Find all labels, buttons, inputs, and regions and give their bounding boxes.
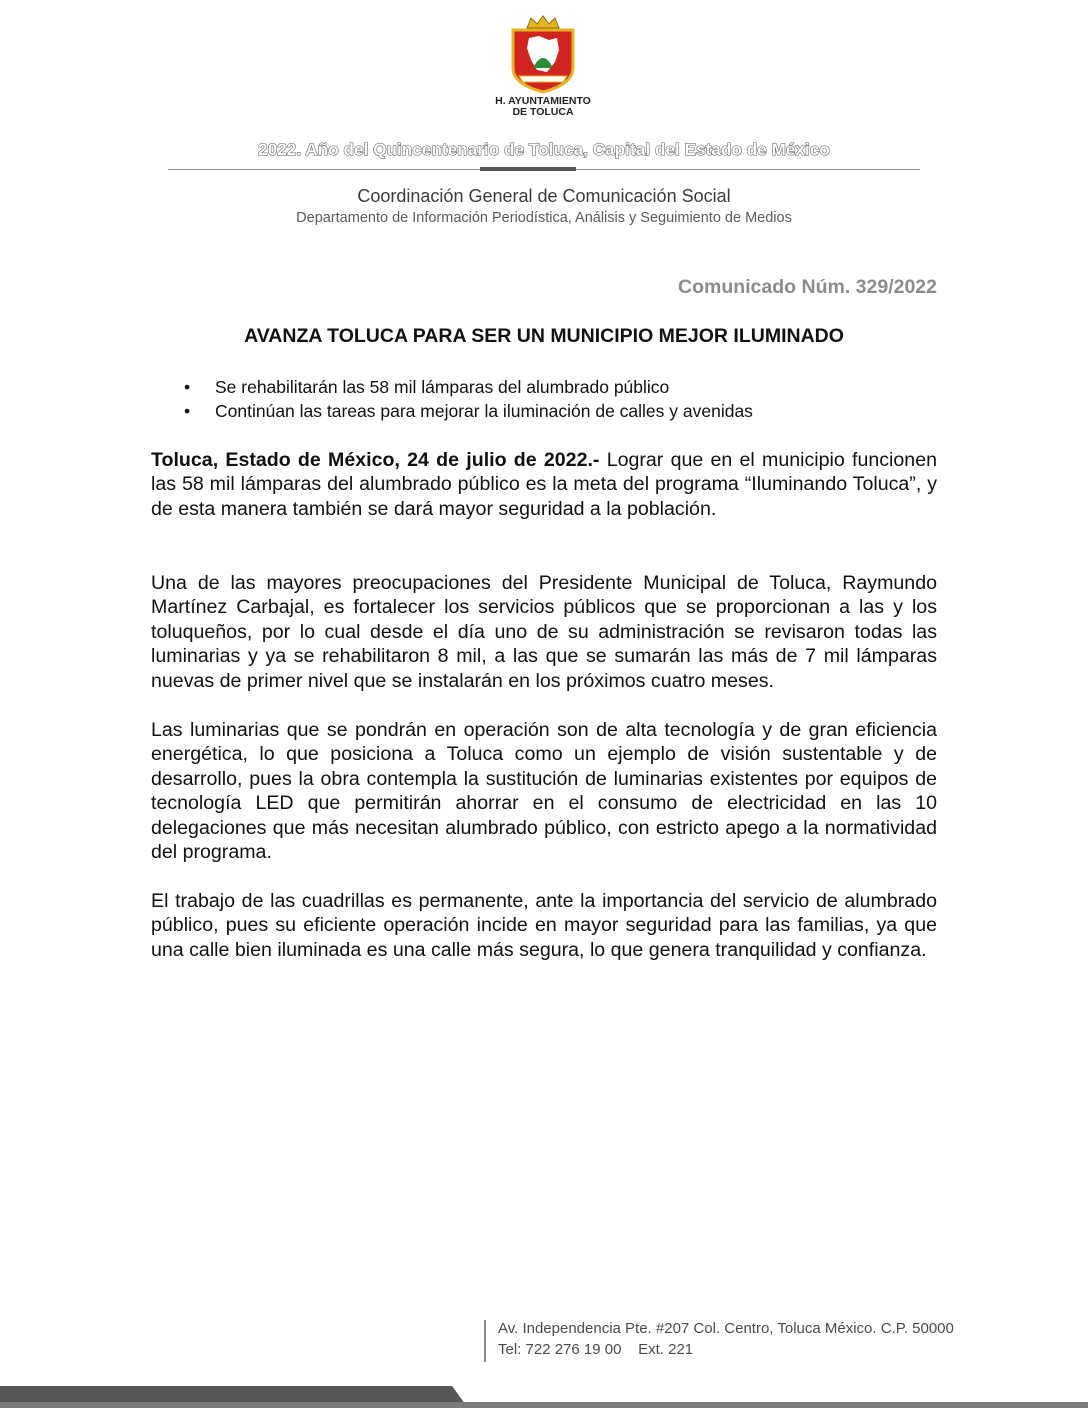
department-title: Coordinación General de Comunicación Social bbox=[357, 186, 731, 206]
header-divider-accent bbox=[480, 167, 576, 171]
press-release-headline: AVANZA TOLUCA PARA SER UN MUNICIPIO MEJOR ILUMINADO bbox=[244, 325, 844, 347]
bulletin-number: Comunicado Núm. 329/2022 bbox=[677, 276, 937, 298]
department-subtitle: Departamento de Información Periodística, Análisis y Seguimiento de Medios bbox=[296, 210, 792, 226]
organization-name bbox=[480, 96, 606, 118]
summary-bullet-list bbox=[184, 375, 753, 423]
summary-bullet: • Se rehabilitarán las 58 mil lámparas del alumbrado público bbox=[184, 375, 753, 399]
body-paragraph-1-text: Lograr que en el municipio funcionen las 58 mil lámparas del alumbrado público es la meta del programa “Iluminando Toluca”, y de esta manera también se dará mayor seguridad a la población. bbox=[151, 449, 937, 520]
year-motto: 2022. Año del Quincentenario de Toluca, Capital del Estado de México bbox=[258, 140, 830, 159]
footer-address: Av. Independencia Pte. #207 Col. Centro, Toluca México. C.P. 50000 bbox=[498, 1320, 954, 1337]
body-paragraph-2: Una de las mayores preocupaciones del Presidente Municipal de Toluca, Raymundo Martínez Carbajal, es fortalecer los servicios públicos que se proporcionan a las y los toluqueños, por lo cual desde el día uno de su administración se revisaron todas las luminarias y ya se rehabilitaron 8 mil, a las que se sumarán las más de 7 mil lámparas nuevas de primer nivel que se instalarán en los próximos cuatro meses. bbox=[151, 572, 937, 692]
organization-name-line2: DE TOLUCA bbox=[512, 106, 574, 118]
toluca-coat-of-arms-logo bbox=[505, 14, 581, 94]
summary-bullet: • Continúan las tareas para mejorar la iluminación de calles y avenidas bbox=[184, 399, 753, 423]
dateline: Toluca, Estado de México, 24 de julio de 2022.- bbox=[151, 449, 600, 471]
footer-divider bbox=[484, 1320, 486, 1362]
footer-band bbox=[0, 1386, 1088, 1408]
body-paragraph-4: El trabajo de las cuadrillas es permanente, ante la importancia del servicio de alumbrado público, pues su eficiente operación incide en mayor seguridad para las familias, ya que una calle bien iluminada es una calle más segura, lo que genera tranquilidad y confianza. bbox=[151, 890, 937, 961]
organization-name-line1: H. AYUNTAMIENTO bbox=[495, 95, 591, 107]
body-paragraph-3: Las luminarias que se pondrán en operación son de alta tecnología y de gran eficiencia energética, lo que posiciona a Toluca como un ejemplo de visión sustentable y de desarrollo, pues la obra contempla la sustitución de luminarias existentes por equipos de tecnología LED que permitirán ahorrar en el consumo de electricidad en las 10 delegaciones que más necesitan alumbrado público, con estricto apego a la normatividad del programa. bbox=[151, 719, 937, 864]
footer-phone: Tel: 722 276 19 00 Ext. 221 bbox=[498, 1341, 694, 1358]
body-paragraph-1 bbox=[151, 448, 937, 521]
